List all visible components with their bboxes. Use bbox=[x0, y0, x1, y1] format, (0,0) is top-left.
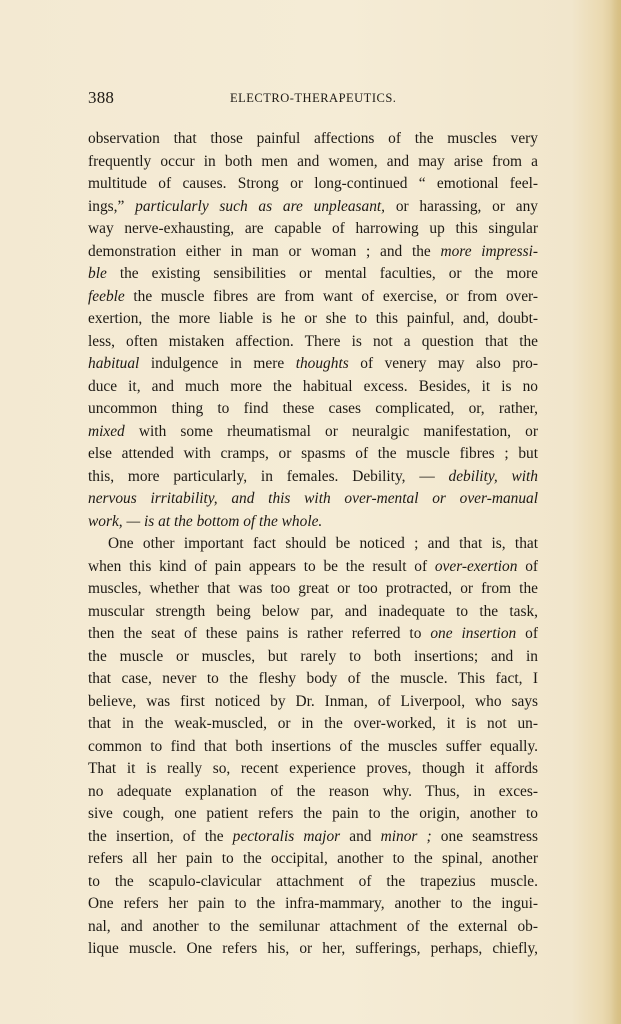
text-run: of venery may also pro- bbox=[348, 355, 538, 372]
text-run: way nerve-exhausting, are capable of harrowing up this singular bbox=[88, 220, 538, 237]
text-line bbox=[88, 601, 538, 624]
text-run: this, more particularly, in females. Debility, — bbox=[88, 467, 449, 485]
text-line bbox=[88, 218, 538, 241]
text-run: One refers her pain to the infra-mammary, another to the ingui- bbox=[88, 895, 538, 912]
text-run: One other important fact should be noticed ; and that is, that bbox=[108, 535, 538, 552]
text-line bbox=[88, 781, 538, 804]
text-run: of bbox=[516, 625, 538, 642]
text-run: nal, and another to the semilunar attachment of the external ob- bbox=[88, 917, 538, 935]
italic-text: more impressi- bbox=[440, 242, 538, 260]
text-line bbox=[88, 331, 538, 354]
text-run: muscles, whether that was too great or too protracted, or from the bbox=[88, 580, 538, 597]
text-line bbox=[88, 196, 538, 219]
text-run: ings,” bbox=[88, 197, 136, 215]
text-line bbox=[88, 736, 538, 759]
italic-text: mixed bbox=[88, 422, 125, 440]
text-line bbox=[88, 668, 538, 691]
text-line bbox=[88, 893, 538, 916]
text-run: demonstration either in man or woman ; and the bbox=[88, 242, 441, 260]
italic-text: particularly such as are unpleasant, bbox=[135, 197, 386, 215]
text-run: the muscle fibres are from want of exercise, or from over- bbox=[124, 287, 538, 305]
text-line bbox=[88, 871, 538, 894]
text-run: lique muscle. One refers his, or her, sufferings, perhaps, chiefly, bbox=[88, 940, 538, 957]
text-run: multitude of causes. Strong or long-continued “ emotional feel- bbox=[88, 175, 538, 192]
italic-text: debility, with bbox=[448, 467, 538, 485]
text-line bbox=[88, 556, 538, 579]
text-line bbox=[88, 691, 538, 714]
text-line bbox=[88, 916, 538, 939]
italic-text: one insertion bbox=[430, 625, 517, 642]
text-run: refers all her pain to the occipital, another to the spinal, another bbox=[88, 850, 538, 867]
text-run: frequently occur in both men and women, and may arise from a bbox=[88, 152, 538, 170]
text-line bbox=[88, 533, 538, 556]
text-run: no adequate explanation of the reason why. Thus, in exces- bbox=[88, 782, 538, 800]
italic-text: pectoralis major bbox=[232, 827, 341, 845]
text-line bbox=[88, 938, 538, 961]
text-run: uncommon thing to find these cases complicated, or, rather, bbox=[88, 400, 538, 417]
text-run: the muscle or muscles, but rarely to both insertions; and in bbox=[88, 647, 538, 665]
text-line bbox=[88, 241, 538, 264]
body-text bbox=[88, 128, 538, 961]
text-line bbox=[88, 286, 538, 309]
italic-text: minor ; bbox=[380, 827, 432, 845]
text-run: else attended with cramps, or spasms of the muscle fibres ; but bbox=[88, 445, 538, 462]
text-run: and bbox=[340, 827, 381, 845]
italic-text: ble bbox=[88, 265, 107, 282]
text-line bbox=[88, 646, 538, 669]
text-run: That it is really so, recent experience proves, though it affords bbox=[88, 760, 538, 777]
text-run: sive cough, one patient refers the pain to the origin, another to bbox=[88, 805, 538, 822]
page-number: 388 bbox=[88, 88, 115, 107]
text-run: then the seat of these pains is rather referred to bbox=[88, 625, 431, 642]
page-header bbox=[88, 88, 540, 108]
text-run: the insertion, of the bbox=[88, 827, 233, 845]
text-run: that in the weak-muscled, or in the over-worked, it is not un- bbox=[88, 715, 538, 732]
text-run: or harassing, or any bbox=[385, 197, 539, 215]
text-run: the existing sensibilities or mental faculties, or the more bbox=[106, 265, 538, 282]
text-line bbox=[88, 758, 538, 781]
text-line bbox=[88, 443, 538, 466]
text-line bbox=[88, 263, 538, 286]
italic-text: thoughts bbox=[295, 355, 349, 372]
text-line bbox=[88, 826, 538, 849]
text-run: that case, never to the fleshy body of the muscle. This fact, I bbox=[88, 670, 538, 687]
text-run: indulgence in mere bbox=[139, 355, 296, 372]
text-run: to the scapulo-clavicular attachment of the trapezius muscle. bbox=[88, 872, 538, 890]
text-line bbox=[88, 578, 538, 601]
text-line bbox=[88, 173, 538, 196]
running-head: ELECTRO-THERAPEUTICS. bbox=[230, 91, 397, 105]
text-line bbox=[88, 803, 538, 826]
text-run: one seamstress bbox=[431, 827, 538, 845]
text-run: duce it, and much more the habitual excess. Besides, it is no bbox=[88, 377, 538, 395]
text-run: common to find that both insertions of the muscles suffer equally. bbox=[88, 737, 538, 755]
text-run: less, often mistaken affection. There is not a question that the bbox=[88, 332, 538, 350]
text-run: with some rheumatismal or neuralgic manifestation, or bbox=[124, 422, 538, 440]
italic-text: over-exertion bbox=[434, 557, 518, 575]
text-run: observation that those painful affections of the muscles very bbox=[88, 130, 538, 147]
text-line bbox=[88, 623, 538, 646]
page-edge-shadow bbox=[611, 0, 621, 1024]
italic-text: habitual bbox=[88, 355, 140, 372]
italic-text: nervous irritability, and this with over-mental or over-manual bbox=[88, 490, 538, 507]
italic-text: feeble bbox=[88, 287, 125, 305]
text-line bbox=[88, 848, 538, 871]
text-run: exertion, the more liable is he or she to this painful, and, doubt- bbox=[88, 310, 538, 327]
text-run: when this kind of pain appears to be the result of bbox=[88, 557, 435, 575]
italic-text: work, — is at the bottom of the whole. bbox=[88, 512, 323, 530]
text-line bbox=[88, 421, 538, 444]
text-line bbox=[88, 713, 538, 736]
text-line bbox=[88, 488, 538, 511]
text-line bbox=[88, 398, 538, 421]
text-run: muscular strength being below par, and inadequate to the task, bbox=[88, 602, 538, 620]
text-line bbox=[88, 466, 538, 489]
text-line bbox=[88, 151, 538, 174]
text-line bbox=[88, 353, 538, 376]
text-line bbox=[88, 128, 538, 151]
text-line bbox=[88, 376, 538, 399]
text-line bbox=[88, 511, 538, 534]
text-run: believe, was first noticed by Dr. Inman, of Liverpool, who says bbox=[88, 692, 538, 710]
text-run: of bbox=[517, 557, 539, 575]
text-line bbox=[88, 308, 538, 331]
